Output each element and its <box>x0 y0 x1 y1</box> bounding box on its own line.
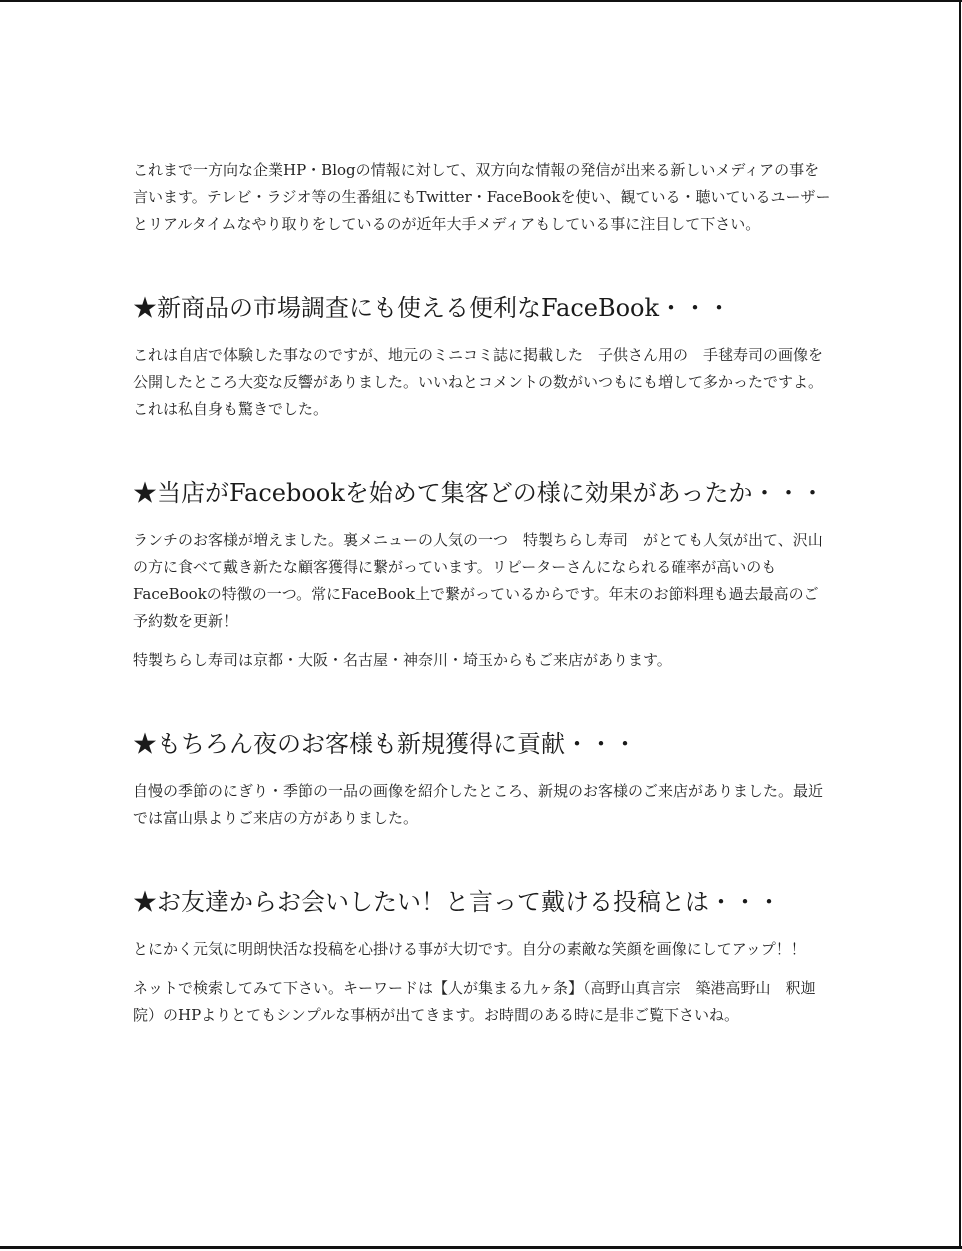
section-paragraph: 自慢の季節のにぎり・季節の一品の画像を紹介したところ、新規のお客様のご来店がありました。最近では富山県よりご来店の方がありました。 <box>133 782 824 827</box>
section-paragraph: これは自店で体験した事なのですが、地元のミニコミ誌に掲載した 子供さん用の 手毬寿司の画像を公開したところ大変な反響がありました。いいねとコメントの数がいつもにも増して多かったですよ。これは私自身も驚きでした。 <box>133 346 824 418</box>
right-border <box>959 0 961 1249</box>
section-paragraph: ネットで検索してみて下さい。キーワードは【人が集まる九ヶ条】（高野山真言宗 築港高野山 釈迦院）のHPよりとてもシンプルな事柄が出てきます。お時間のある時に是非ご覧下さいね。 <box>133 979 816 1024</box>
section-paragraph: 特製ちらし寿司は京都・大阪・名古屋・神奈川・埼玉からもご来店があります。 <box>133 651 672 669</box>
intro-paragraph: これまで一方向な企業HP・Blogの情報に対して、双方向な情報の発信が出来る新しいメディアの事を言います。テレビ・ラジオ等の生番組にもTwitter・FaceBookを使い、観ている・聴いているユーザーとリアルタイムなやり取りをしているのが近年大手メディアもしている事に注目して下さい。 <box>133 161 831 233</box>
article-body <box>133 157 833 1029</box>
section-heading: ★もちろん夜のお客様も新規獲得に貢献・・・ <box>133 730 637 758</box>
section-heading: ★お友達からお会いしたい！と言って戴ける投稿とは・・・ <box>133 888 781 916</box>
section-market-research <box>133 292 833 423</box>
bottom-border <box>0 1246 962 1249</box>
section-paragraph: とにかく元気に明朗快活な投稿を心掛ける事が大切です。自分の素敵な笑顔を画像にしてアップ！！ <box>133 940 806 958</box>
section-night-customers <box>133 728 833 832</box>
section-heading: ★当店がFacebookを始めて集客どの様に効果があったか・・・ <box>133 479 825 507</box>
top-border <box>0 0 962 2</box>
section-customer-effect <box>133 477 833 674</box>
section-heading: ★新商品の市場調査にも使える便利なFaceBook・・・ <box>133 294 732 322</box>
section-paragraph: ランチのお客様が増えました。裏メニューの人気の一つ 特製ちらし寿司 がとても人気が出て、沢山の方に食べて戴き新たな顧客獲得に繋がっています。リピーターさんになられる確率が高いのもFaceBookの特徴の一つ。常にFaceBook上で繋がっているからです。年末のお節料理も過去最高のご予約数を更新！ <box>133 531 823 630</box>
section-friend-posts <box>133 886 833 1029</box>
